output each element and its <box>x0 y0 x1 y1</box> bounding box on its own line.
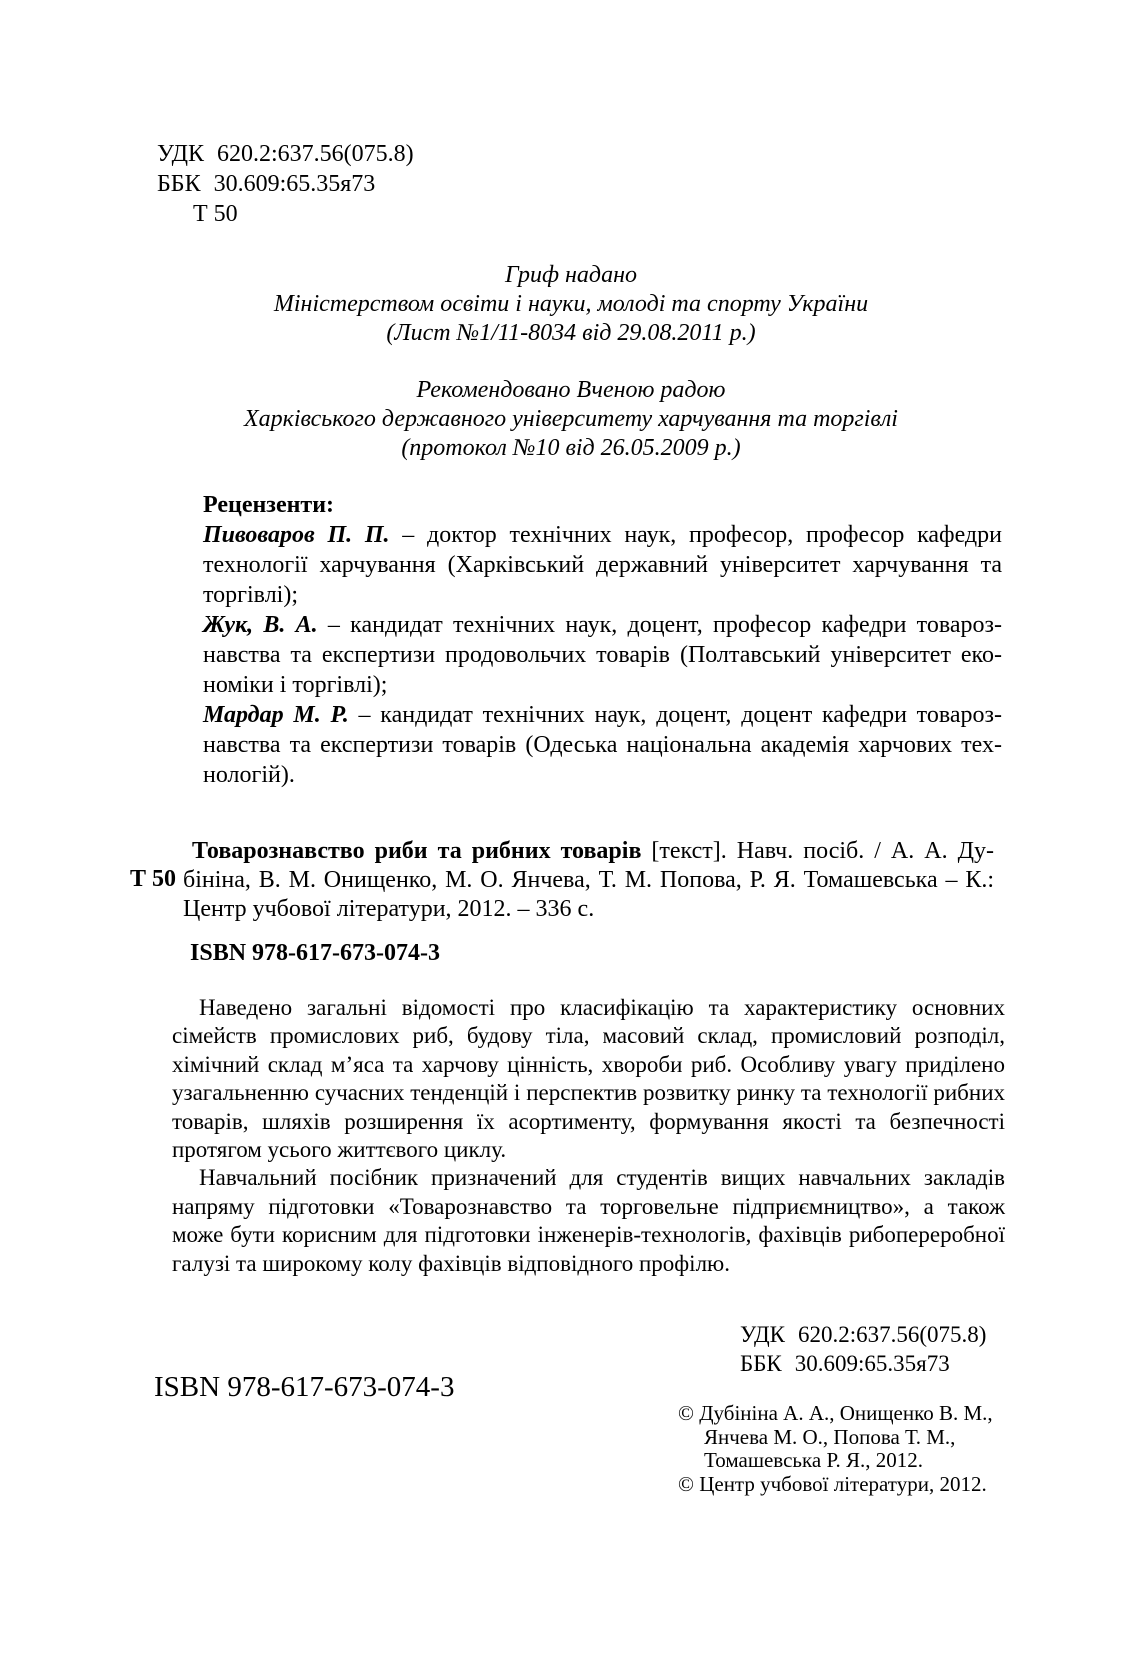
udk-value: 620.2:637.56(075.8) <box>798 1322 987 1347</box>
reviewer-description: – доктор технічних наук, професор, професор кафедри технології харчування (Харківський державний університет харчування та торгівлі); <box>203 522 1002 608</box>
classification-codes-bottom <box>740 1320 986 1378</box>
classification-codes-top <box>157 139 414 229</box>
copyright-line: Томашевська Р. Я., 2012. <box>704 1448 924 1473</box>
reviewer-description: – кандидат технічних наук, доцент, професор кафедри товарознавства та експертизи продовольчих товарів (Полтавський університет економіки і торгівлі); <box>203 612 1002 698</box>
catalog-record <box>183 837 994 924</box>
udk-value: 620.2:637.56(075.8) <box>216 141 414 167</box>
bbk-code-bottom <box>740 1349 986 1378</box>
recommendation-stamp-line: Харківського державного університету харчування та торгівлі <box>244 406 898 432</box>
isbn-bottom: ISBN 978-617-673-074-3 <box>154 1371 455 1403</box>
reviewer-name: Пивоваров П. П. <box>203 522 390 548</box>
udk-code-bottom <box>740 1320 986 1349</box>
udk-label: УДК <box>740 1322 785 1347</box>
bbk-code-top <box>157 169 414 199</box>
catalog-record-details: [текст]. Навч. посіб. / А. А. Дубініна, В. М. Онищенко, М. О. Янчева, Т. М. Попова, Р. Я. Томашевська – К.: Центр учбової літератури, 2012. – 336 с. <box>183 838 994 922</box>
grant-stamp <box>71 261 1071 348</box>
bbk-value: 30.609:65.35я73 <box>213 171 376 197</box>
bbk-label: ББК <box>157 171 201 197</box>
udk-label: УДК <box>157 141 204 167</box>
reviewer-name: Жук, В. А. <box>203 612 318 638</box>
catalog-author-index: Т 50 <box>130 866 177 892</box>
book-title: Товарознавство риби та рибних товарів <box>192 838 642 864</box>
annotation-paragraph: Навчальний посібник призначений для студентів вищих навчальних закладів напряму підготовки «Товарознавство та торговельне підприємництво», а також може бути корисним для підготовки інженерів-технологів, фахівців рибопереробної галузі та широкому колу фахівців відповідного профілю. <box>172 1165 1005 1276</box>
copyright-block <box>678 1402 993 1496</box>
bbk-value: 30.609:65.35я73 <box>794 1351 950 1376</box>
recommendation-stamp-line: (протокол №10 від 26.05.2009 р.) <box>401 435 741 461</box>
bbk-label: ББК <box>740 1351 782 1376</box>
annotation <box>172 994 1005 1278</box>
annotation-paragraph: Наведено загальні відомості про класифікацію та характеристику основних сімейств промислових риб, будову тіла, масовий склад, промисловий розподіл, хімічний склад м’яса та харчову цінність, хвороби риб. Особливу увагу приділено узагальненню сучасних тенденцій і перспектив розвитку ринку та технології рибних товарів, шляхів розширення їх асортименту, формування якості та безпечності протягом усього життєвого циклу. <box>172 995 1005 1163</box>
copyright-line: © Центр учбової літератури, 2012. <box>678 1471 987 1496</box>
reviewers-heading: Рецензенти: <box>203 492 335 518</box>
grant-stamp-line: Гриф надано <box>505 262 637 288</box>
grant-stamp-line: Міністерством освіти і науки, молоді та спорту України <box>273 291 869 317</box>
copyright-line: Янчева М. О., Попова Т. М., <box>704 1424 956 1449</box>
reviewer-entry <box>203 700 1002 790</box>
isbn-record: ISBN 978-617-673-074-3 <box>190 940 440 966</box>
copyright-line: © Дубініна А. А., Онищенко В. М., <box>678 1401 993 1425</box>
reviewer-entry <box>203 610 1002 700</box>
reviewer-entry <box>203 520 1002 610</box>
author-index-top: Т 50 <box>193 201 238 227</box>
recommendation-stamp <box>71 376 1071 463</box>
reviewers-section <box>203 490 1002 790</box>
reviewer-name: Мардар М. Р. <box>203 702 349 728</box>
recommendation-stamp-line: Рекомендовано Вченою радою <box>416 377 726 403</box>
grant-stamp-line: (Лист №1/11-8034 від 29.08.2011 р.) <box>386 320 756 346</box>
udk-code-top <box>157 139 414 169</box>
reviewer-description: – кандидат технічних наук, доцент, доцент кафедри товарознавства та експертизи товарів (Одеська національна академія харчових технологій). <box>203 702 1003 788</box>
